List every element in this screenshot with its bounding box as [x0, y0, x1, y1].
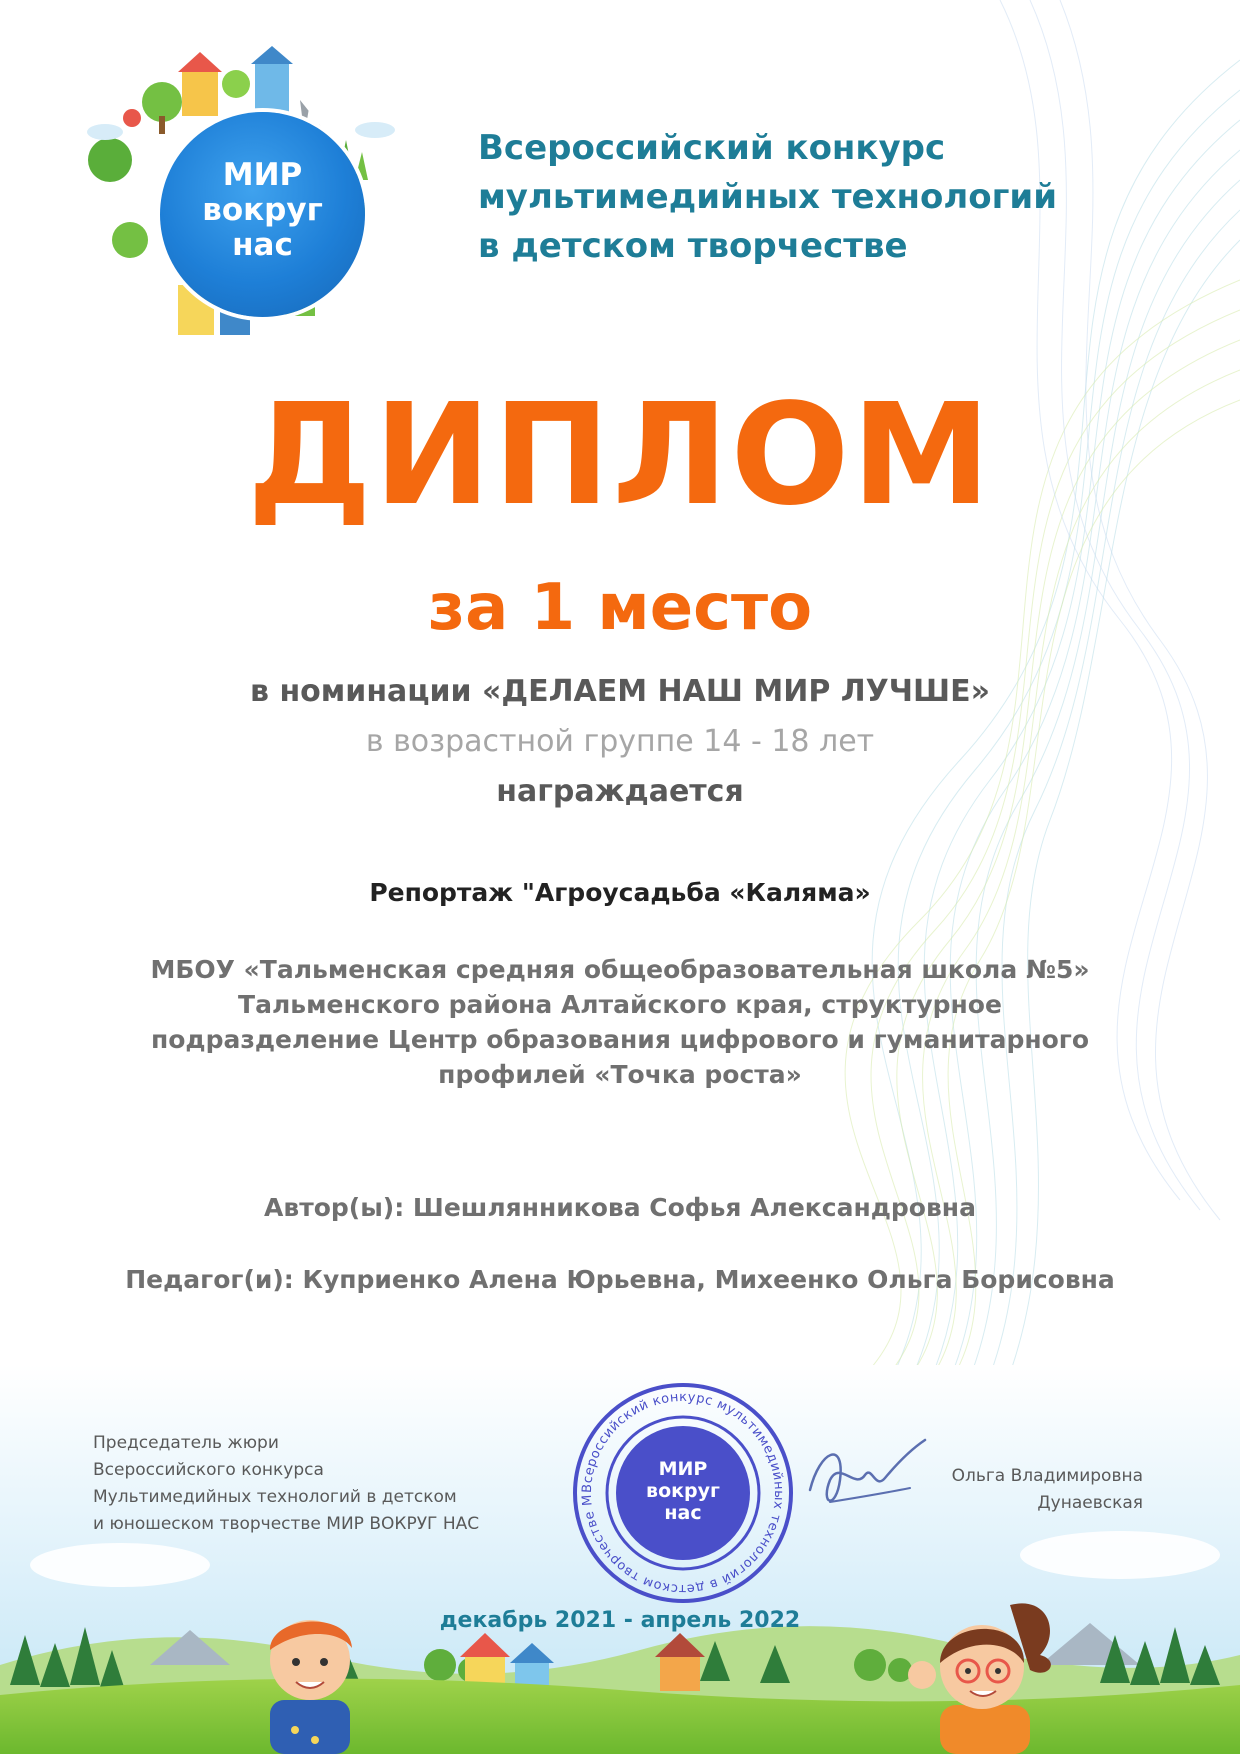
- authors-line: Автор(ы): Шешлянникова Софья Александровна: [264, 1193, 976, 1222]
- school-name: [60, 952, 1180, 1092]
- school-line: подразделение Центр образования цифрового и гуманитарного: [150, 1025, 1090, 1054]
- school-line: МБОУ «Тальменская средняя общеобразовательная школа №5»: [150, 955, 1090, 984]
- stamp-line: вокруг: [646, 1480, 720, 1502]
- chairman-line: и юношеском творчестве МИР ВОКРУГ НАС: [93, 1514, 480, 1534]
- stamp-wordmark: [616, 1458, 750, 1524]
- contest-title: [478, 124, 1178, 271]
- stamp-ring-text: Всероссийский конкурс мультимедийных технологий в детском творчестве М: [579, 1389, 787, 1597]
- stamp-line: МИР: [658, 1458, 708, 1480]
- contest-stamp: [568, 1378, 798, 1608]
- logo-line: нас: [232, 227, 293, 263]
- logo-line: вокруг: [202, 192, 323, 228]
- place-heading: за 1 место: [427, 571, 813, 645]
- contest-dates: декабрь 2021 - апрель 2022: [439, 1608, 801, 1633]
- contest-title-line: в детском творчестве: [478, 226, 908, 266]
- girl-illustration: [900, 1585, 1070, 1754]
- work-title: Репортаж "Агроусадьба «Каляма»: [369, 878, 871, 907]
- teachers-line: Педагог(и): Куприенко Алена Юрьевна, Михеенко Ольга Борисовна: [125, 1265, 1115, 1294]
- signer-line: Дунаевская: [1037, 1493, 1143, 1513]
- school-line: профилей «Точка роста»: [438, 1060, 802, 1089]
- contest-logo: [70, 40, 400, 340]
- awarded-text: награждается: [496, 774, 744, 809]
- chairman-line: Председатель жюри: [93, 1433, 279, 1453]
- age-group-text: в возрастной группе 14 - 18 лет: [365, 724, 875, 759]
- nomination-text: в номинации «ДЕЛАЕМ НАШ МИР ЛУЧШЕ»: [250, 674, 990, 709]
- contest-title-line: Всероссийский конкурс: [478, 128, 946, 168]
- chairman-line: Мультимедийных технологий в детском: [93, 1487, 457, 1507]
- chairman-line: Всероссийского конкурса: [93, 1460, 324, 1480]
- stamp-line: нас: [664, 1502, 702, 1524]
- boy-illustration: [240, 1590, 380, 1754]
- logo-line: МИР: [222, 157, 303, 193]
- jury-chairman-title: [93, 1430, 533, 1538]
- signer-name: [880, 1463, 1143, 1517]
- diploma-heading: ДИПЛОМ: [247, 374, 993, 537]
- school-line: Тальменского района Алтайского края, структурное: [238, 990, 1002, 1019]
- signer-line: Ольга Владимировна: [951, 1466, 1143, 1486]
- contest-title-line: мультимедийных технологий: [478, 177, 1058, 217]
- logo-wordmark: [160, 158, 365, 263]
